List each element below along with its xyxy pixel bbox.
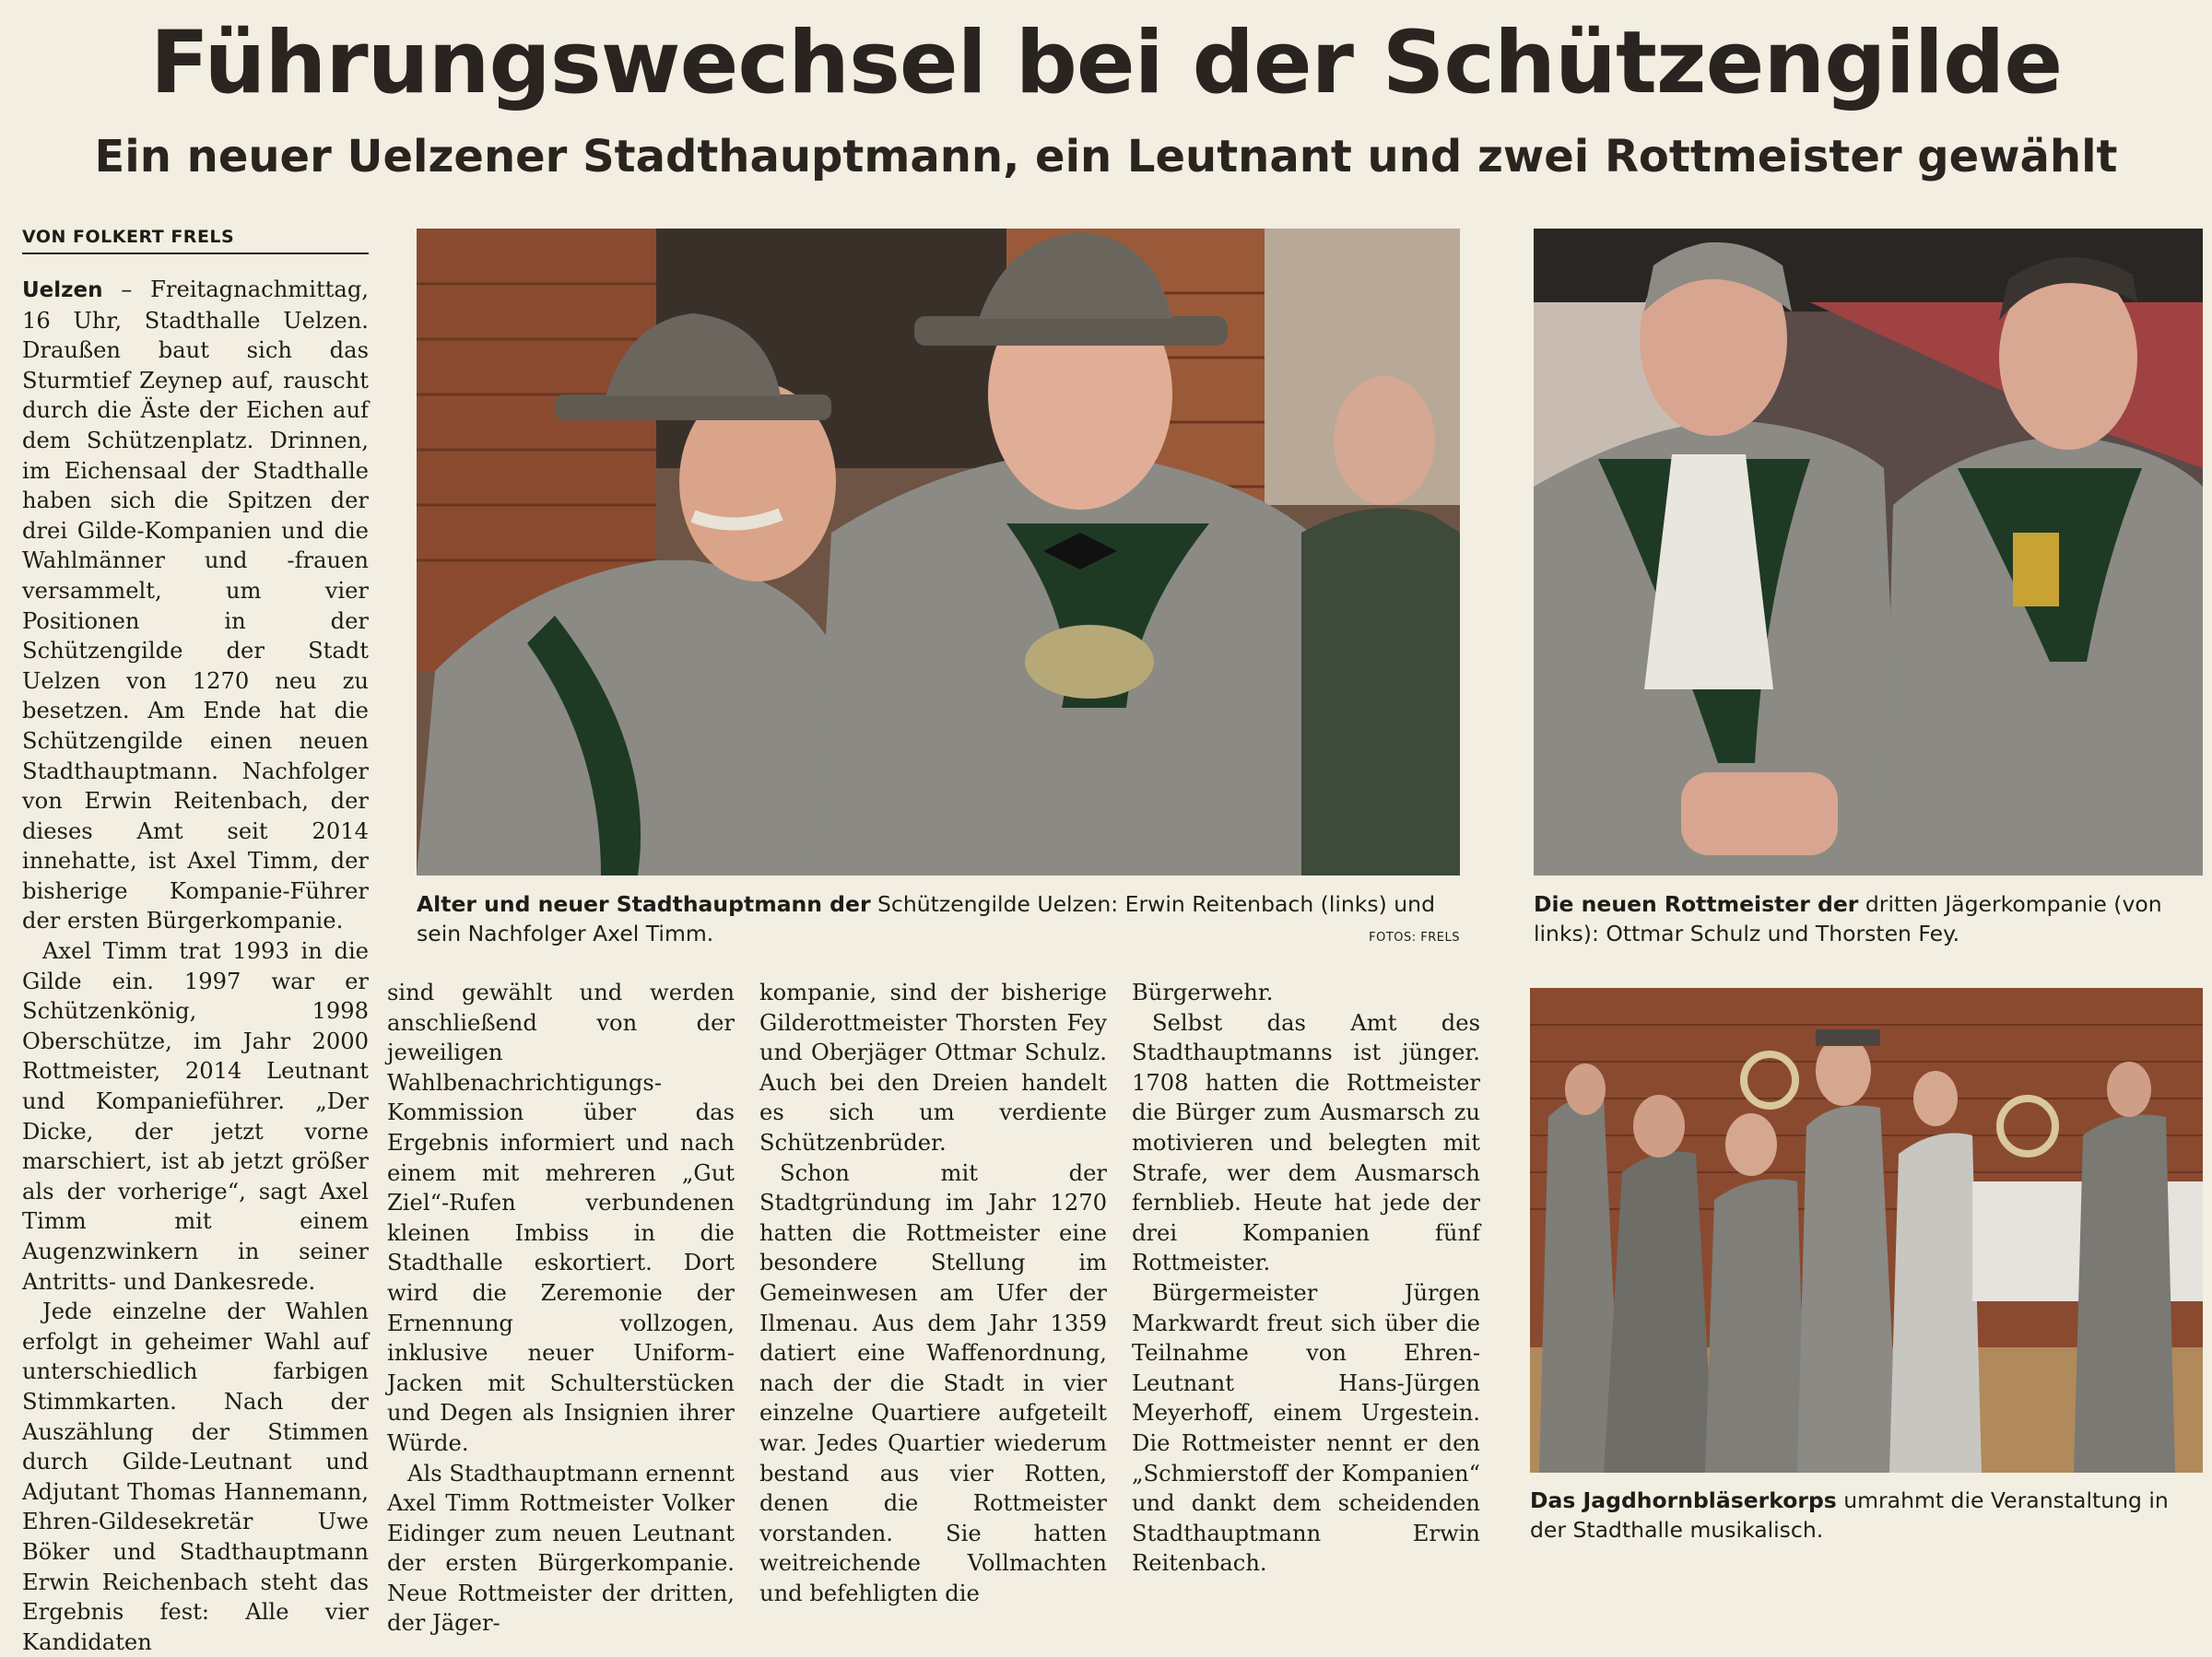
caption-jagdhornblaeser <box>1530 1486 2203 1545</box>
caption-jagdhornblaeser-bold: Das Jagdhornbläserkorps <box>1530 1487 1837 1513</box>
caption-jagdhornblaeser-text: umrahmt die Veranstaltung in der Stadthalle musikalisch. <box>1530 1487 2169 1543</box>
caption-main <box>417 889 1460 948</box>
article-paragraph: Selbst das Amt des Stadthauptmanns ist jünger. 1708 hatten die Rottmeister die Bürger zum Ausmarsch zu motivieren und belegten mit Strafe, wer dem Ausmarsch fernblieb. Heute hat jede der drei Kompanien fünf Rottmeister. <box>1132 1009 1480 1276</box>
article-paragraph: Jede einzelne der Wahlen erfolgt in geheimer Wahl auf unterschiedlich farbigen Stimmkarten. Nach der Auszählung der Stimmen durch Gilde-Leutnant und Adjutant Thomas Hannemann, Ehren-Gildesekretär Uwe Böker und Stadthauptmann Erwin Reichenbach steht das Ergebnis fest: Alle vier Kandidaten <box>22 1299 369 1655</box>
article-paragraph: kompanie, sind der bisherige Gilderottmeister Thorsten Fey und Oberjäger Ottmar Schulz. Auch bei den Dreien handelt es sich um verdiente Schützenbrüder. <box>759 980 1107 1156</box>
article-paragraph: Axel Timm trat 1993 in die Gilde ein. 1997 war er Schützenkönig, 1998 Oberschütze, im Jahr 2000 Rottmeister, 2014 Leutnant und Kompanieführer. „Der Dicke, der jetzt vorne marschiert, ist ab jetzt größer als der vorherige“, sagt Axel Timm mit einem Augenzwinkern in seiner Antritts- und Dankesrede. <box>22 938 369 1295</box>
caption-rottmeister <box>1534 889 2206 948</box>
article-column-4 <box>1132 978 1480 1579</box>
photo-stadthauptmann <box>417 229 1460 876</box>
photo-rottmeister-image <box>1534 229 2203 876</box>
photo-jagdhornblaeser-image <box>1530 988 2203 1473</box>
article-paragraph: Bürgermeister Jürgen Markwardt freut sich über die Teilnahme von Ehren-Leutnant Hans-Jürgen Meyerhoff, einem Urgestein. Die Rottmeister nennt er den „Schmierstoff der Kompanien“ und dankt dem scheidenden Stadthauptmann Erwin Reitenbach. <box>1132 1279 1480 1577</box>
article-paragraph: Als Stadthauptmann ernennt Axel Timm Rottmeister Volker Eidinger zum neuen Leutnant der ersten Bürgerkompanie. Neue Rottmeister der dritten, der Jäger- <box>387 1460 735 1637</box>
photo-stadthauptmann-image <box>417 229 1460 876</box>
photo-jagdhornblaeser <box>1530 988 2203 1473</box>
dateline-place: Uelzen <box>22 278 103 302</box>
subheadline: Ein neuer Uelzener Stadthauptmann, ein Leutnant und zwei Rottmeister gewählt <box>94 131 2118 182</box>
article-paragraph: Schon mit der Stadtgründung im Jahr 1270 hatten die Rottmeister eine besondere Stellung im Gemeinwesen am Ufer der Ilmenau. Aus dem Jahr 1359 datiert eine Waffenordnung, nach der die Stadt in vier einzelne Quartiere aufgeteilt war. Jedes Quartier wiederum bestand aus vier Rotten, denen die Rottmeister vorstanden. Sie hatten weitreichende Vollmachten und befehligten die <box>759 1159 1107 1606</box>
caption-main-bold: Alter und neuer Stadthauptmann der <box>417 891 871 917</box>
caption-main-text: Schützengilde Uelzen: Erwin Reitenbach (links) und sein Nachfolger Axel Timm. <box>417 891 1435 946</box>
article-paragraph-text: – Freitagnachmittag, 16 Uhr, Stadthalle Uelzen. Draußen baut sich das Sturmtief Zeynep auf, rauscht durch die Äste der Eichen auf dem Schützenplatz. Drinnen, im Eichensaal der Stadthalle haben sich die Spitzen der drei Gilde-Kompanien und die Wahlmänner und -frauen versammelt, um vier Positionen in der Schützengilde der Stadt Uelzen von 1270 neu zu besetzen. Am Ende hat die Schützengilde einen neuen Stadthauptmann. Nachfolger von Erwin Reitenbach, der dieses Amt seit 2014 innehatte, ist Axel Timm, der bisherige Kompanie-Führer der ersten Bürgerkompanie. <box>22 276 369 934</box>
article-paragraph <box>22 275 369 936</box>
article-paragraph: sind gewählt und werden anschließend von der jeweiligen Wahlbenachrichtigungs-Kommission über das Ergebnis informiert und nach einem mit mehreren „Gut Ziel“-Rufen verbundenen kleinen Imbiss in die Stadthalle eskortiert. Dort wird die Zeremonie der Ernennung vollzogen, inklusive neuer Uniform-Jacken mit Schulterstücken und Degen als Insignien ihrer Würde. <box>387 980 735 1456</box>
caption-rottmeister-text: dritten Jägerkompanie (von links): Ottmar Schulz und Thorsten Fey. <box>1534 891 2162 946</box>
byline: VON FOLKERT FRELS <box>22 227 369 254</box>
headline: Führungswechsel bei der Schützengilde <box>149 13 2063 113</box>
caption-rottmeister-bold: Die neuen Rottmeister der <box>1534 891 1859 917</box>
article-column-3 <box>759 978 1107 1608</box>
photo-credit: FOTOS: FRELS <box>1369 931 1460 945</box>
article-column-1 <box>22 275 369 1657</box>
article-column-2 <box>387 978 735 1639</box>
photo-rottmeister <box>1534 229 2203 876</box>
article-paragraph: Bürgerwehr. <box>1132 980 1274 1005</box>
